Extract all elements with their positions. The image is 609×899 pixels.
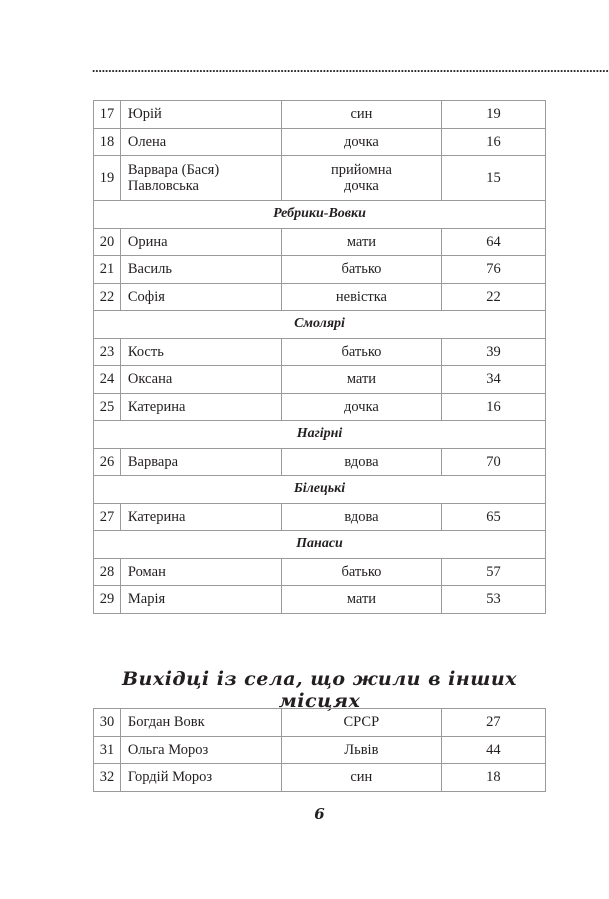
- name-cell: Оксана: [120, 366, 281, 394]
- relation-cell: СРСР: [281, 709, 441, 737]
- table-row: [94, 366, 546, 394]
- age-cell: 53: [441, 586, 545, 614]
- table-row: [94, 101, 546, 129]
- group-label: Панаси: [94, 531, 546, 559]
- row-number-cell: 21: [94, 256, 121, 284]
- name-cell-line-1: Варвара (Бася): [127, 162, 220, 178]
- row-number-cell: 27: [94, 503, 121, 531]
- table-row: [94, 156, 546, 201]
- age-cell: 39: [441, 338, 545, 366]
- table-row: [94, 586, 546, 614]
- relation-cell: батько: [281, 338, 441, 366]
- name-cell: Василь: [120, 256, 281, 284]
- emigrants-table-body: [94, 709, 546, 792]
- relation-cell: дочка: [281, 128, 441, 156]
- table-row: [94, 736, 546, 764]
- name-cell: Марія: [120, 586, 281, 614]
- relation-cell-line-1: прийомна: [331, 162, 392, 178]
- group-header-row: [94, 311, 546, 339]
- row-number-cell: 20: [94, 228, 121, 256]
- relation-cell: вдова: [281, 448, 441, 476]
- row-number-cell: 18: [94, 128, 121, 156]
- table-row: [94, 256, 546, 284]
- relation-cell: батько: [281, 558, 441, 586]
- name-cell: Роман: [120, 558, 281, 586]
- row-number-cell: 22: [94, 283, 121, 311]
- relation-cell: мати: [281, 366, 441, 394]
- table-row: [94, 709, 546, 737]
- name-cell: Софія: [120, 283, 281, 311]
- age-cell: 22: [441, 283, 545, 311]
- name-cell: Кость: [120, 338, 281, 366]
- age-cell: 57: [441, 558, 545, 586]
- relation-cell: мати: [281, 228, 441, 256]
- relation-cell: [281, 156, 441, 201]
- table-row: [94, 283, 546, 311]
- row-number-cell: 32: [94, 764, 121, 792]
- age-cell: 19: [441, 101, 545, 129]
- relation-cell: син: [281, 101, 441, 129]
- table-row: [94, 558, 546, 586]
- table-row: [94, 448, 546, 476]
- row-number-cell: 23: [94, 338, 121, 366]
- age-cell: 16: [441, 128, 545, 156]
- relation-cell: син: [281, 764, 441, 792]
- row-number-cell: 24: [94, 366, 121, 394]
- table-row: [94, 764, 546, 792]
- row-number-cell: 29: [94, 586, 121, 614]
- name-cell: Юрій: [120, 101, 281, 129]
- age-cell: 44: [441, 736, 545, 764]
- group-header-row: [94, 201, 546, 229]
- row-number-cell: 25: [94, 393, 121, 421]
- age-cell: 64: [441, 228, 545, 256]
- name-cell: Варвара: [120, 448, 281, 476]
- age-cell: 16: [441, 393, 545, 421]
- group-label: Смолярі: [94, 311, 546, 339]
- residents-table-body: [94, 101, 546, 614]
- group-header-row: [94, 476, 546, 504]
- row-number-cell: 31: [94, 736, 121, 764]
- age-cell: 18: [441, 764, 545, 792]
- row-number-cell: 17: [94, 101, 121, 129]
- name-cell: Катерина: [120, 503, 281, 531]
- table-row: [94, 393, 546, 421]
- age-cell: 76: [441, 256, 545, 284]
- relation-cell: дочка: [281, 393, 441, 421]
- age-cell: 65: [441, 503, 545, 531]
- name-cell-line-2: Павловська: [127, 178, 199, 194]
- group-header-row: [94, 421, 546, 449]
- relation-cell-line-2: дочка: [344, 178, 379, 194]
- table-row: [94, 338, 546, 366]
- age-cell: 70: [441, 448, 545, 476]
- group-header-row: [94, 531, 546, 559]
- row-number-cell: 26: [94, 448, 121, 476]
- table-row: [94, 503, 546, 531]
- row-number-cell: 19: [94, 156, 121, 201]
- age-cell: 15: [441, 156, 545, 201]
- section-title: Вихідці із села, що жили в інших місцях: [122, 668, 517, 712]
- relation-cell: невістка: [281, 283, 441, 311]
- row-number-cell: 28: [94, 558, 121, 586]
- name-cell: [120, 156, 281, 201]
- name-cell: Олена: [120, 128, 281, 156]
- emigrants-table: [93, 708, 546, 792]
- table-row: [94, 128, 546, 156]
- group-label: Ребрики-Вовки: [94, 201, 546, 229]
- name-cell: Орина: [120, 228, 281, 256]
- name-cell: Богдан Вовк: [120, 709, 281, 737]
- dotted-header-line: ...............................................................................................................................................................: [92, 60, 609, 75]
- page-number: 6: [314, 805, 325, 823]
- age-cell: 34: [441, 366, 545, 394]
- name-cell: Ольга Мороз: [120, 736, 281, 764]
- name-cell: Катерина: [120, 393, 281, 421]
- relation-cell: мати: [281, 586, 441, 614]
- group-label: Білецькі: [94, 476, 546, 504]
- relation-cell: Львів: [281, 736, 441, 764]
- table-row: [94, 228, 546, 256]
- group-label: Нагірні: [94, 421, 546, 449]
- residents-table: [93, 100, 546, 614]
- age-cell: 27: [441, 709, 545, 737]
- name-cell: Гордій Мороз: [120, 764, 281, 792]
- relation-cell: батько: [281, 256, 441, 284]
- relation-cell: вдова: [281, 503, 441, 531]
- row-number-cell: 30: [94, 709, 121, 737]
